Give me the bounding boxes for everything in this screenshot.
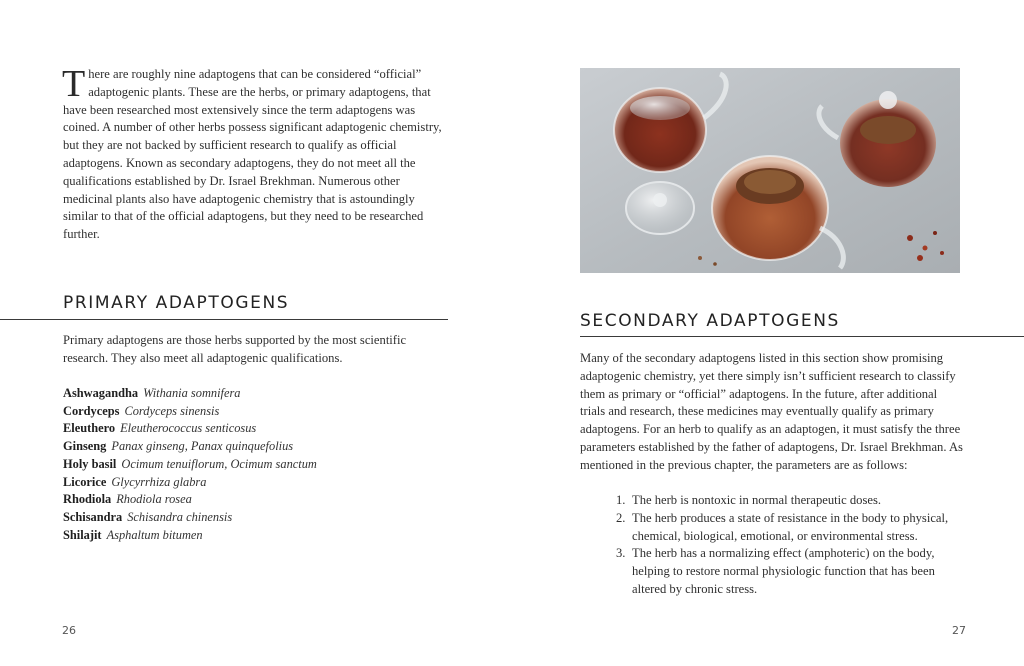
intro-paragraph xyxy=(62,63,449,244)
herb-latin-name: Glycyrrhiza glabra xyxy=(111,474,207,489)
page-number-left: 26 xyxy=(62,624,76,637)
drop-cap: T xyxy=(62,63,86,105)
tea-pots-photo xyxy=(580,68,960,273)
herb-item xyxy=(63,509,443,527)
primary-description: Primary adaptogens are those herbs supported by the most scientific research. They also meet all adaptogenic qualifications. xyxy=(63,333,407,365)
herb-latin-name: Cordyceps sinensis xyxy=(124,403,220,418)
primary-adaptogens-heading: PRIMARY ADAPTOGENS xyxy=(63,293,290,313)
herb-item xyxy=(63,474,443,492)
herb-latin-name: Withania somnifera xyxy=(143,386,241,400)
secondary-description: Many of the secondary adaptogens listed in this section show promising adaptogenic chemistry, yet there simply isn’t sufficient research to classify them as primary or “official” adaptogens. In the future, after additional trials and research, these medicines may eventually qualify as primary adaptogens. For an herb to qualify as an adaptogen, it must satisfy the three parameters established by the father of adaptogens, Dr. Israel Brekhman. As mentioned in the previous chapter, the parameters are as follows: xyxy=(580,351,963,472)
criteria-number: 3. xyxy=(616,546,626,561)
herb-name: Schisandra xyxy=(63,509,123,524)
herb-item xyxy=(63,420,443,438)
right-page xyxy=(512,0,1024,666)
herb-latin-name: Schisandra chinensis xyxy=(127,509,233,524)
intro-text: here are roughly nine adaptogens that can be considered “official” adaptogenic plants. These are the herbs, or primary adaptogens, that have been researched most extensively since the term adaptogens was coined. A number of other herbs possess significant adaptogenic chemistry, but they are not backed by sufficient research to qualify as official adaptogens. Known as secondary adaptogens, they do not meet all the qualifications established by Dr. Israel Brekhman. Numerous other medicinal plants also have adaptogenic chemistry that is astoundingly similar to that of the official adaptogens, but they need to be researched further. xyxy=(63,67,442,242)
herb-name: Holy basil xyxy=(63,456,117,471)
herb-name: Cordyceps xyxy=(63,403,120,418)
herb-name: Rhodiola xyxy=(63,492,112,507)
herb-latin-name: Asphaltum bitumen xyxy=(106,527,203,542)
criteria-number: 1. xyxy=(616,493,626,507)
criteria-item xyxy=(612,510,962,546)
secondary-adaptogens-heading: SECONDARY ADAPTOGENS xyxy=(580,311,840,331)
criteria-number: 2. xyxy=(616,510,626,525)
herb-latin-name: Panax ginseng, Panax quinquefolius xyxy=(111,439,294,454)
herb-item xyxy=(63,403,443,421)
herb-name: Shilajit xyxy=(63,527,102,542)
secondary-heading-rule xyxy=(580,336,1024,337)
criteria-text: The herb has a normalizing effect (amphoteric) on the body, helping to restore normal physiologic function that has been altered by chronic stress. xyxy=(632,546,935,596)
herb-latin-name: Eleutherococcus senticosus xyxy=(120,421,257,436)
primary-heading-rule xyxy=(0,319,448,320)
criteria-text: The herb is nontoxic in normal therapeutic doses. xyxy=(632,493,882,507)
page-number-right: 27 xyxy=(952,624,966,637)
herb-name: Eleuthero xyxy=(63,421,116,436)
herb-item xyxy=(63,527,443,545)
adaptogen-criteria-list xyxy=(612,492,962,599)
herb-item xyxy=(63,491,443,509)
herb-name: Licorice xyxy=(63,474,107,489)
herb-latin-name: Ocimum tenuiflorum, Ocimum sanctum xyxy=(121,456,317,471)
herb-latin-name: Rhodiola rosea xyxy=(116,492,192,507)
herb-name: Ginseng xyxy=(63,439,107,454)
primary-herb-list xyxy=(63,385,443,544)
criteria-item xyxy=(612,492,962,510)
criteria-text: The herb produces a state of resistance in the body to physical, chemical, biological, emotional, or environmental stress. xyxy=(632,510,949,543)
herb-item xyxy=(63,438,443,456)
herb-item xyxy=(63,385,443,403)
herb-item xyxy=(63,456,443,474)
herb-name: Ashwagandha xyxy=(63,386,139,400)
criteria-item xyxy=(612,545,962,598)
